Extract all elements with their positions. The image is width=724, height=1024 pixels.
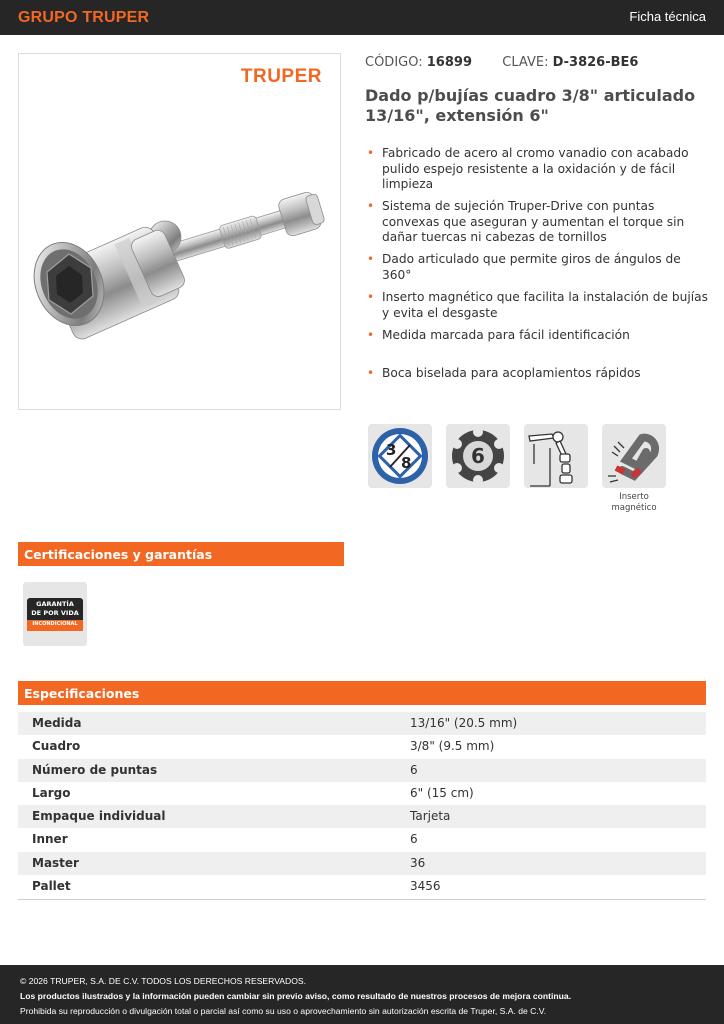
articulated-icon xyxy=(524,424,588,488)
product-title: Dado p/bujías cuadro 3/8" articulado 13/16", extensión 6" xyxy=(365,86,696,125)
specifications-header: Especificaciones xyxy=(18,681,706,705)
brand-logo[interactable]: GRUPO TRUPER xyxy=(18,9,150,26)
codigo-value: 16899 xyxy=(426,55,472,70)
bullet-icon: • xyxy=(367,252,375,266)
feature-item: • Medida marcada para fácil identificación xyxy=(367,328,630,342)
footer-copyright: © 2026 TRUPER, S.A. DE C.V. TODOS LOS DERECHOS RESERVADOS. xyxy=(20,976,307,986)
table-divider xyxy=(18,899,706,900)
table-row: Inner 6 xyxy=(32,832,418,847)
bullet-icon: • xyxy=(367,146,375,160)
footer-prohibition: Prohibida su reproducción o divulgación total o parcial así como su uso o aprovechamiento sin autorización escrita de Truper, S.A. de C.V. xyxy=(20,1006,547,1016)
product-image xyxy=(19,54,342,411)
table-row: Cuadro 3/8" (9.5 mm) xyxy=(32,739,495,754)
feature-item: • Dado articulado que permite giros de ángulos de 360° xyxy=(367,252,681,282)
product-codes xyxy=(365,55,638,70)
six-point-label: 6 xyxy=(471,444,485,468)
table-row: Largo 6" (15 cm) xyxy=(32,785,474,800)
drive-3-8-icon xyxy=(368,424,432,488)
feature-item: • Boca biselada para acoplamientos rápidos xyxy=(367,366,641,380)
table-row: Medida 13/16" (20.5 mm) xyxy=(18,712,706,735)
truper-logo: TRUPER xyxy=(240,66,322,87)
warranty-line1: GARANTÍA xyxy=(36,600,74,608)
drive-denominator: 8 xyxy=(401,454,412,472)
warranty-line3: INCONDICIONAL xyxy=(32,621,78,627)
magnet-icon xyxy=(602,424,666,488)
doc-type-label: Ficha técnica xyxy=(629,9,706,24)
feature-item: • Sistema de sujeción Truper-Drive con puntas convexas que aseguran y aumentan el torque sin dañar tuercas ni cabezas de tornillos xyxy=(367,199,685,244)
magnet-caption: Inserto magnético xyxy=(611,492,657,513)
bullet-icon: • xyxy=(367,199,375,213)
bullet-icon: • xyxy=(367,328,375,342)
feature-item: • Fabricado de acero al cromo vanadio con acabado pulido espejo resistente a la oxidación y de fácil limpieza xyxy=(367,146,689,191)
codigo-label: CÓDIGO: xyxy=(365,55,423,70)
footer xyxy=(0,965,724,1024)
feature-item: • Inserto magnético que facilita la instalación de bujías y evita el desgaste xyxy=(367,290,708,320)
clave-value: D-3826-BE6 xyxy=(552,55,639,70)
top-bar xyxy=(0,0,724,35)
six-point-icon xyxy=(446,424,510,488)
product-image-box xyxy=(18,53,341,410)
bullet-icon: • xyxy=(367,366,375,380)
footer-notice: Los productos ilustrados y la información pueden cambiar sin previo aviso, como resultado de nuestros procesos de mejora continua. xyxy=(20,991,572,1001)
drive-numerator: 3 xyxy=(386,441,397,459)
certifications-header: Certificaciones y garantías xyxy=(18,542,344,566)
warranty-line2: DE POR VIDA xyxy=(31,609,79,617)
clave-label: CLAVE: xyxy=(502,55,549,70)
bullet-icon: • xyxy=(367,290,375,304)
table-row: Pallet 3456 xyxy=(32,879,441,894)
warranty-badge xyxy=(23,582,87,646)
table-row: Número de puntas 6 xyxy=(18,759,706,782)
table-row: Empaque individual Tarjeta xyxy=(18,805,706,828)
table-row: Master 36 xyxy=(18,852,706,875)
specifications-table xyxy=(18,712,706,898)
